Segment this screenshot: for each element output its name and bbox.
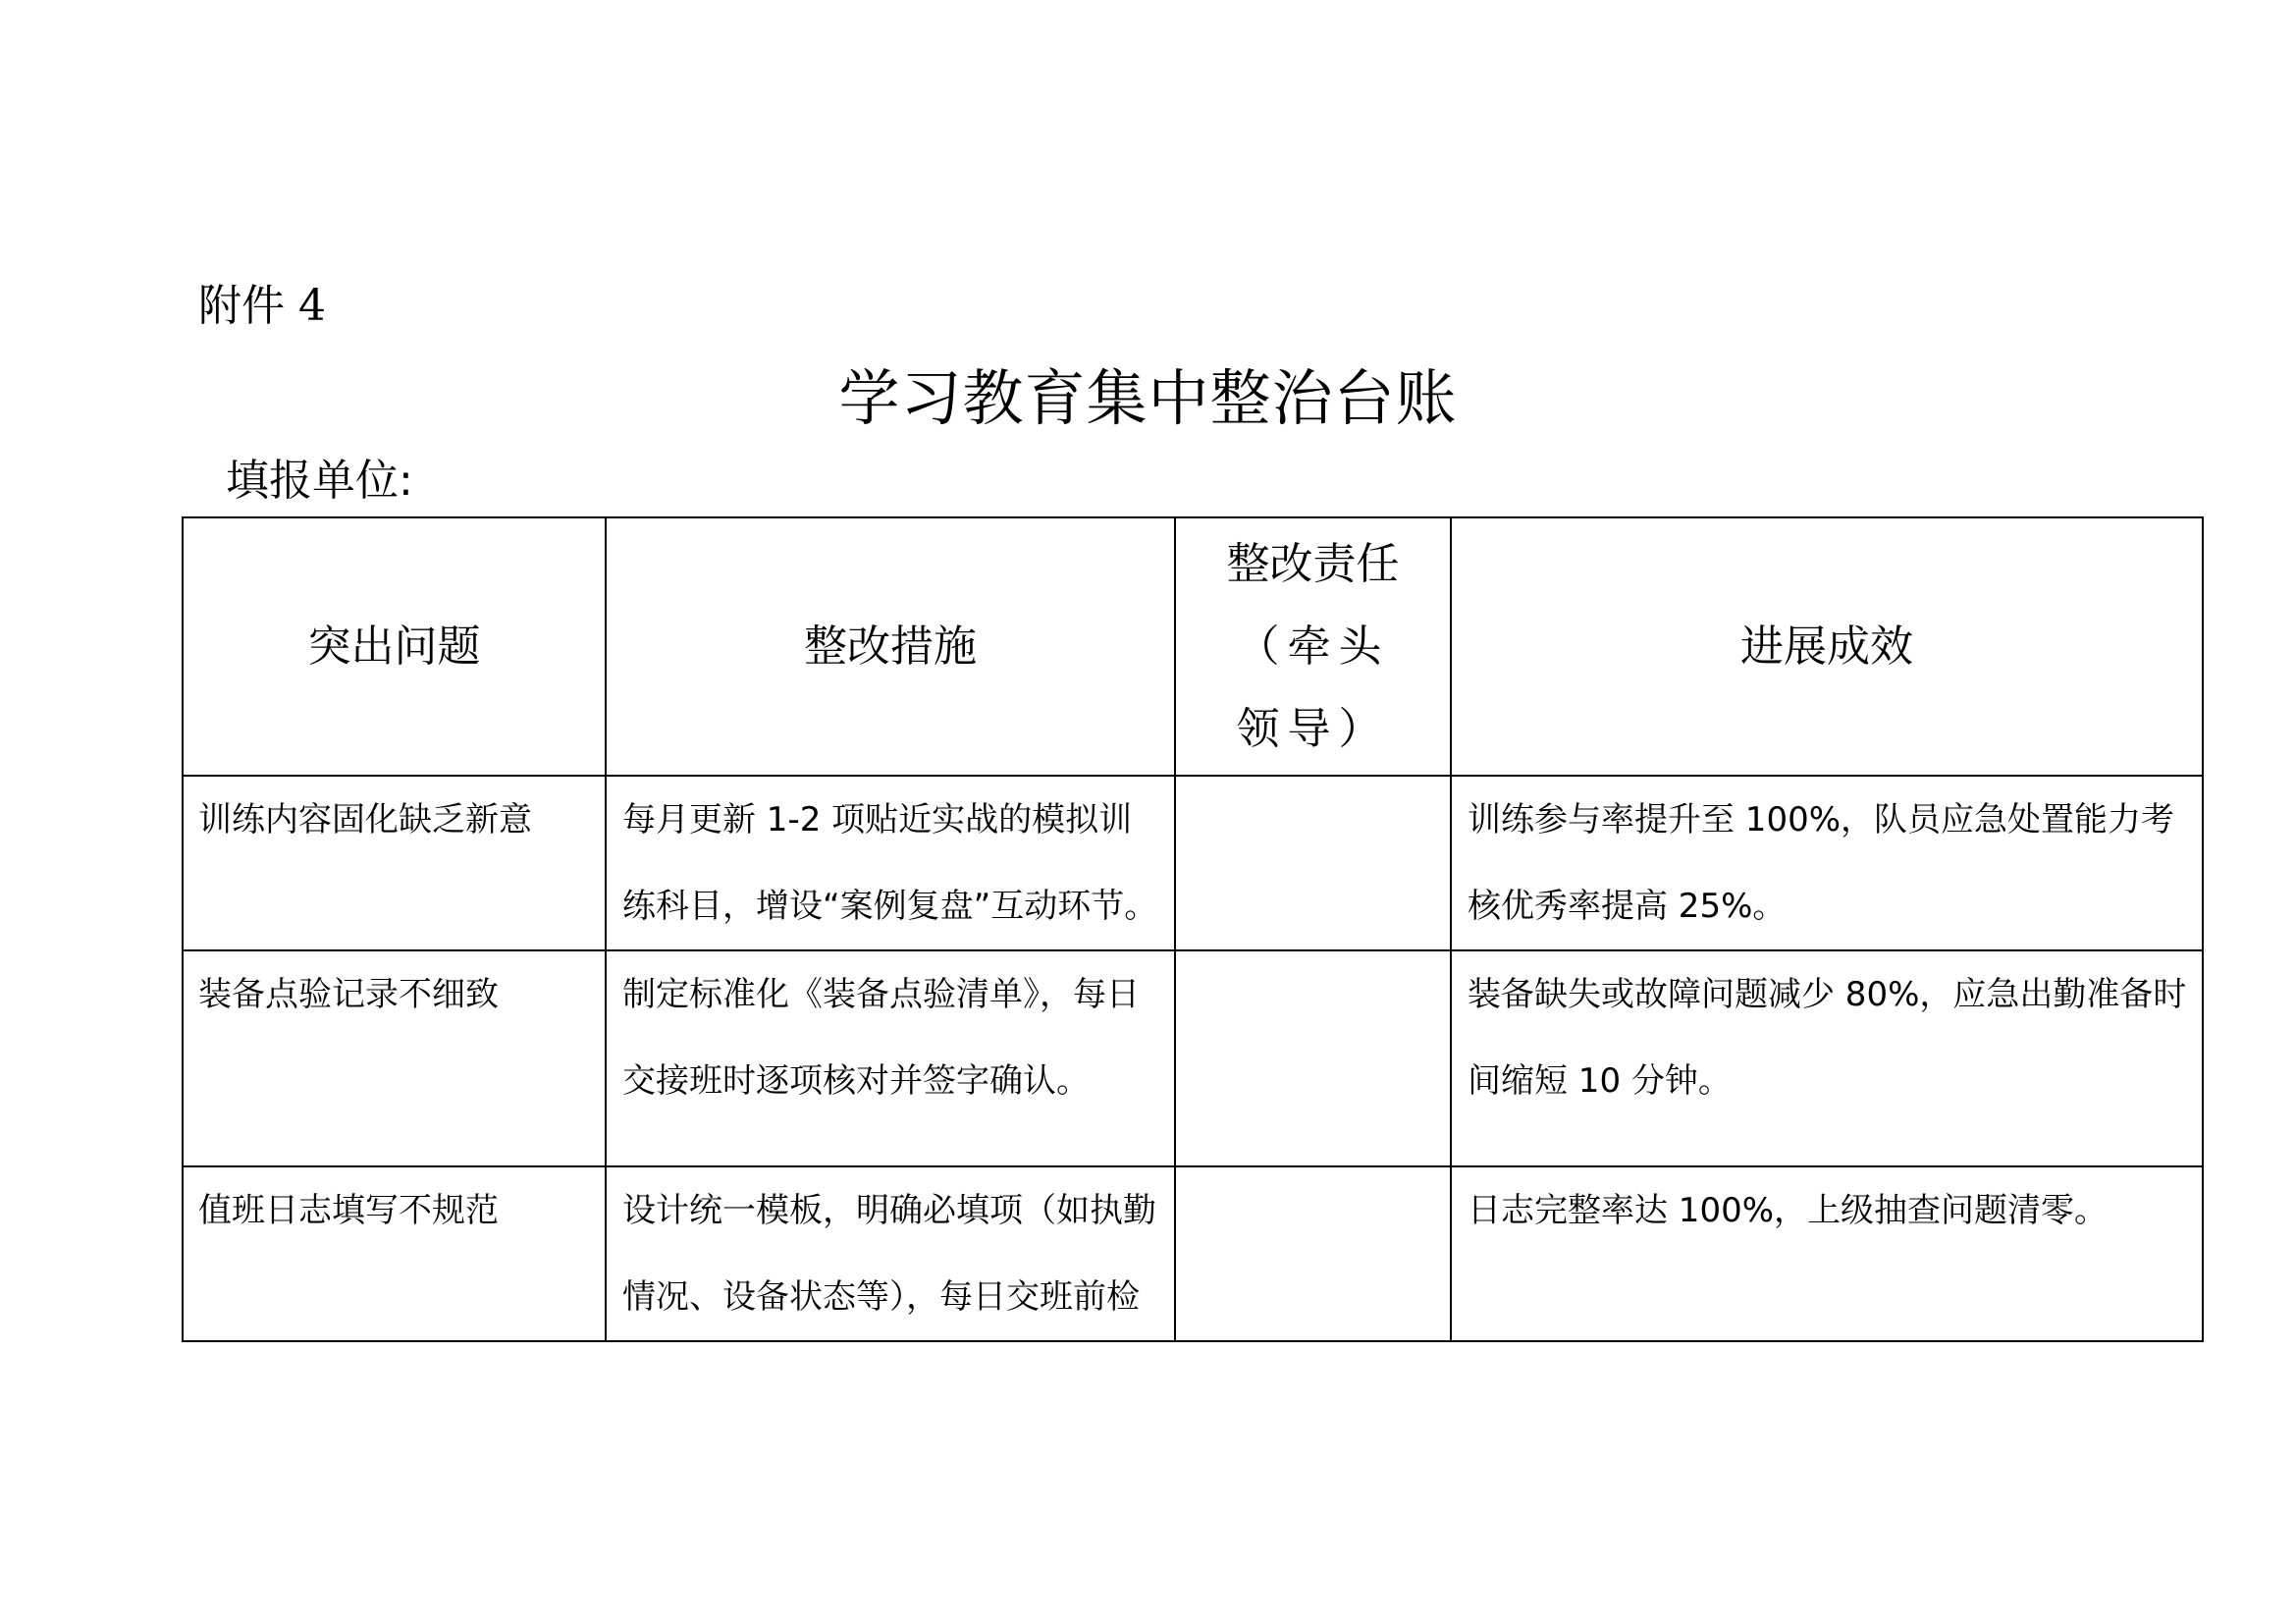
column-header-measure: 整改措施 bbox=[606, 517, 1175, 776]
cell-effect: 装备缺失或故障问题减少 80%，应急出勤准备时间缩短 10 分钟。 bbox=[1451, 950, 2203, 1166]
rectification-ledger-table bbox=[182, 516, 2204, 1342]
cell-effect: 训练参与率提升至 100%，队员应急处置能力考核优秀率提高 25%。 bbox=[1451, 776, 2203, 950]
responsibility-header-sub: （牵头领导） bbox=[1236, 621, 1390, 754]
cell-responsibility bbox=[1175, 1166, 1451, 1341]
cell-problem: 训练内容固化缺乏新意 bbox=[183, 776, 606, 950]
cell-problem: 装备点验记录不细致 bbox=[183, 950, 606, 1166]
cell-measure-text: 设计统一模板，明确必填项（如执勤情况、设备状态等），每日交班前检 bbox=[622, 1191, 1156, 1317]
attachment-label: 附件 4 bbox=[198, 281, 326, 331]
column-header-responsibility bbox=[1175, 517, 1451, 776]
table-row bbox=[183, 1166, 2203, 1341]
cell-responsibility bbox=[1175, 950, 1451, 1166]
cell-measure bbox=[606, 1166, 1175, 1341]
cell-measure: 制定标准化《装备点验清单》，每日交接班时逐项核对并签字确认。 bbox=[606, 950, 1175, 1166]
cell-responsibility bbox=[1175, 776, 1451, 950]
cell-measure: 每月更新 1-2 项贴近实战的模拟训练科目，增设“案例复盘”互动环节。 bbox=[606, 776, 1175, 950]
column-header-problem: 突出问题 bbox=[183, 517, 606, 776]
table-header-row bbox=[183, 517, 2203, 776]
column-header-effect: 进展成效 bbox=[1451, 517, 2203, 776]
cell-problem: 值班日志填写不规范 bbox=[183, 1166, 606, 1341]
cell-effect: 日志完整率达 100%，上级抽查问题清零。 bbox=[1451, 1166, 2203, 1341]
reporting-unit-label: 填报单位: bbox=[226, 456, 413, 506]
page-title: 学习教育集中整治台账 bbox=[838, 362, 1458, 434]
responsibility-header-main: 整改责任 bbox=[1226, 538, 1400, 589]
table-row bbox=[183, 950, 2203, 1166]
table-row bbox=[183, 776, 2203, 950]
